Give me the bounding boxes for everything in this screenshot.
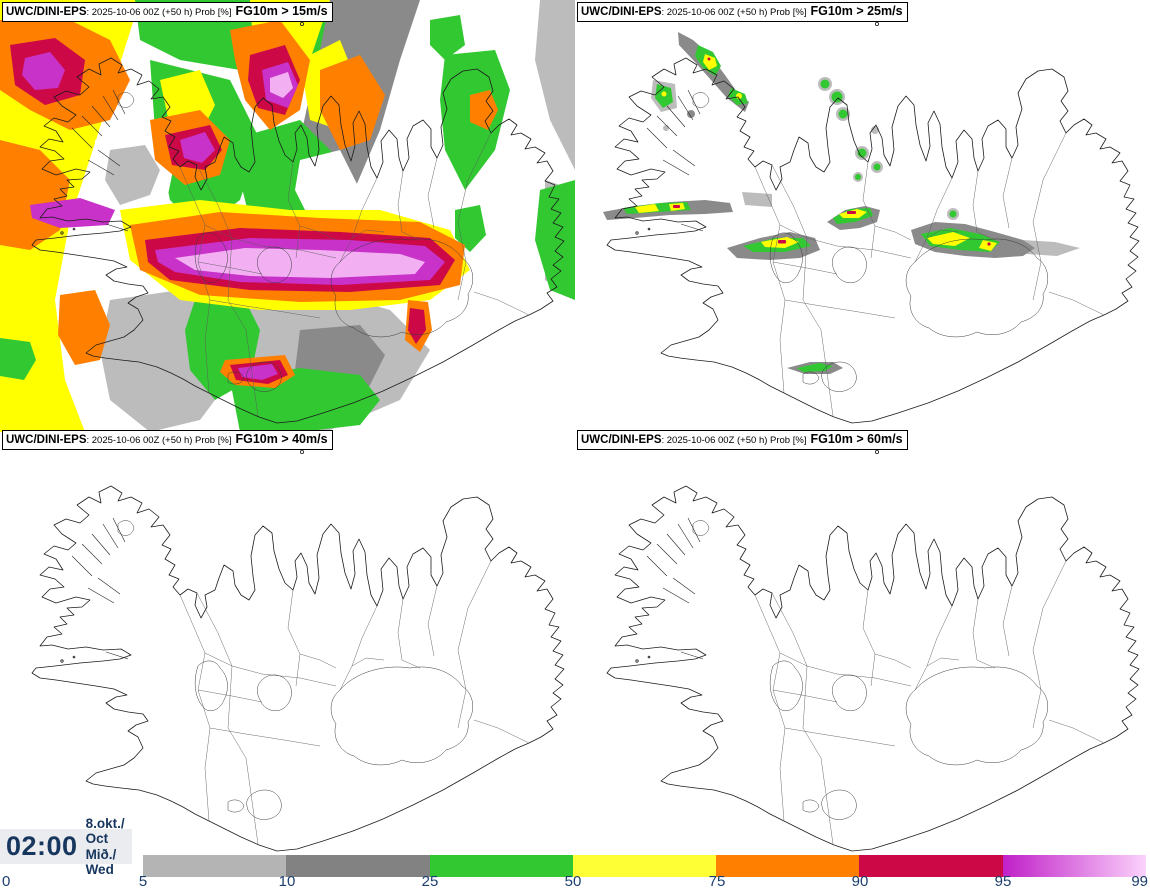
colorbar-tick-90: 90 <box>851 873 869 890</box>
panel-title-fg40 <box>2 430 333 450</box>
colorbar-tick-50: 50 <box>564 873 582 890</box>
map-canvas-fg40 <box>0 428 575 860</box>
colorbar-segment-75-90 <box>716 855 859 877</box>
colorbar-segment-5-10 <box>143 855 286 877</box>
colorbar-tick-0: 0 <box>2 873 11 890</box>
run-info: : 2025-10-06 00Z (+50 h) Prob [%] <box>661 7 807 18</box>
run-info: : 2025-10-06 00Z (+50 h) Prob [%] <box>661 435 807 446</box>
colorbar-tick-25: 25 <box>421 873 439 890</box>
iceland-outline-use <box>32 450 564 851</box>
product-name: UWC/DINI-EPS <box>581 6 662 18</box>
threshold-label: FG10m > 40m/s <box>235 432 328 446</box>
probability-field-fg25 <box>603 32 1080 374</box>
valid-date-line1: 8.okt./ Oct <box>85 816 125 847</box>
probability-field-fg15 <box>0 0 575 432</box>
map-canvas-fg60 <box>575 428 1150 860</box>
colorbar-tick-99: 99 <box>1131 873 1148 890</box>
valid-date <box>86 816 132 876</box>
valid-time: 02:00 <box>6 831 78 861</box>
product-name: UWC/DINI-EPS <box>6 434 87 446</box>
colorbar-tick-75: 75 <box>708 873 726 890</box>
map-canvas-fg25 <box>575 0 1150 432</box>
panel-title-fg15 <box>2 2 333 22</box>
threshold-label: FG10m > 60m/s <box>810 432 903 446</box>
map-canvas-fg15 <box>0 0 575 432</box>
product-name: UWC/DINI-EPS <box>581 434 662 446</box>
colorbar-segment-90-95 <box>859 855 1002 877</box>
product-name: UWC/DINI-EPS <box>6 6 87 18</box>
map-panel-fg40 <box>0 428 575 860</box>
map-panel-fg60 <box>575 428 1150 860</box>
panel-title-fg60 <box>577 430 908 450</box>
valid-time-box <box>0 816 132 877</box>
colorbar-tick-95: 95 <box>994 873 1012 890</box>
colorbar-tick-10: 10 <box>278 873 296 890</box>
run-info: : 2025-10-06 00Z (+50 h) Prob [%] <box>86 435 232 446</box>
valid-date-line2: Mið./ Wed <box>85 846 117 877</box>
threshold-label: FG10m > 25m/s <box>810 4 903 18</box>
panel-title-fg25 <box>577 2 908 22</box>
colorbar-segment-50-75 <box>573 855 716 877</box>
colorbar-segment-10-25 <box>286 855 429 877</box>
run-info: : 2025-10-06 00Z (+50 h) Prob [%] <box>86 7 232 18</box>
colorbar-tick-5: 5 <box>138 873 148 890</box>
threshold-label: FG10m > 15m/s <box>235 4 328 18</box>
map-panel-fg25 <box>575 0 1150 432</box>
colorbar-segment-95-99 <box>1003 855 1146 877</box>
colorbar-segment-25-50 <box>430 855 573 877</box>
iceland-outline-use <box>607 450 1139 851</box>
map-panel-fg15 <box>0 0 575 432</box>
